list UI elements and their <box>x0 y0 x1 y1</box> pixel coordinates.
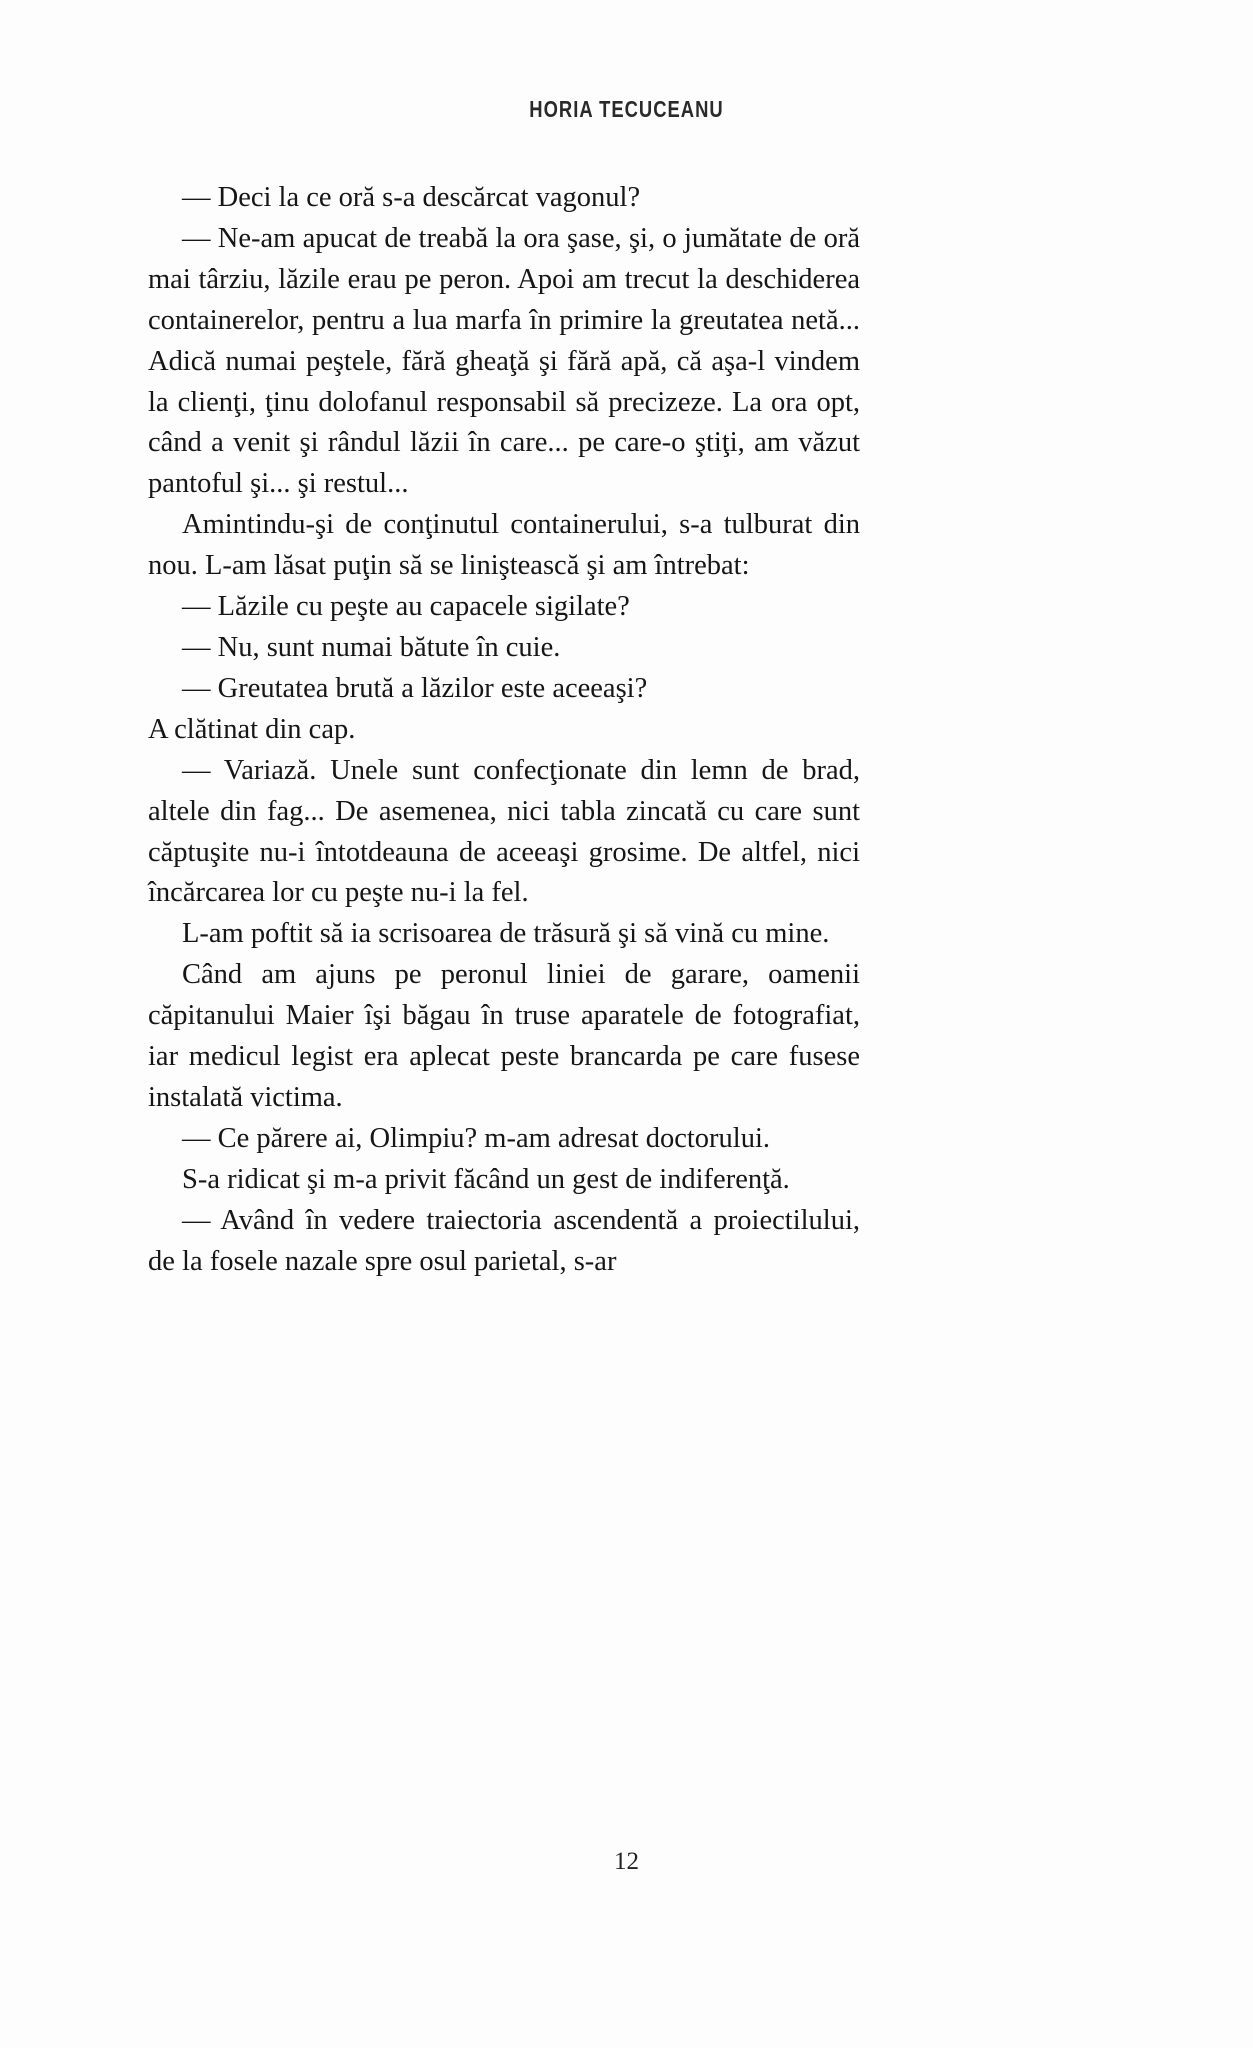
body-text-block <box>148 178 860 1282</box>
paragraph-dialogue: — Având în vedere traiectoria ascendentă a proiectilului, de la fosele nazale spre osul parietal, s-ar <box>148 1204 860 1277</box>
paragraph-dialogue: — Greutatea brută a lăzilor este aceeaşi? <box>182 672 648 704</box>
running-head-author: HORIA TECUCEANU <box>529 96 724 122</box>
paragraph-narrative: Amintindu-şi de conţinutul containerului, s-a tulburat din nou. L-am lăsat puţin să se liniştească şi am întrebat: <box>148 509 860 582</box>
paragraph-narrative: A clătinat din cap. <box>148 713 356 745</box>
paragraph-dialogue: — Variază. Unele sunt confecţionate din lemn de brad, altele din fag... De asemenea, nici tabla zincată cu care sunt căptuşite nu-i întotdeauna de aceeaşi grosime. De altfel, nici încărcarea lor cu peşte nu-i la fel. <box>148 754 860 909</box>
paragraph-narrative: Când am ajuns pe peronul liniei de garare, oamenii căpitanului Maier îşi băgau în truse aparatele de fotografiat, iar medicul legist era aplecat peste brancarda pe care fusese instalată victima. <box>148 959 860 1113</box>
paragraph-dialogue: — Nu, sunt numai bătute în cuie. <box>182 631 561 663</box>
paragraph-dialogue: — Ne-am apucat de treabă la ora şase, şi, o jumătate de oră mai târziu, lăzile erau pe peron. Apoi am trecut la deschiderea containerelor, pentru a lua marfa în primire la greutatea netă... Adică numai peştele, fără gheaţă şi fără apă, că aşa-l vindem la clienţi, ţinu dolofanul responsabil să precizeze. La ora opt, când a venit şi rândul lăzii în care... pe care-o ştiţi, am văzut pantoful şi... şi restul... <box>148 222 860 500</box>
paragraph-dialogue: — Deci la ce oră s-a descărcat vagonul? <box>182 182 641 213</box>
page-number: 12 <box>614 1848 639 1875</box>
paragraph-dialogue: — Lăzile cu peşte au capacele sigilate? <box>182 591 630 623</box>
paragraph-narrative: S-a ridicat şi m-a privit făcând un gest de indiferenţă. <box>182 1163 790 1195</box>
paragraph-narrative: L-am poftit să ia scrisoarea de trăsură şi să vină cu mine. <box>182 918 830 950</box>
paragraph-dialogue: — Ce părere ai, Olimpiu? m-am adresat doctorului. <box>182 1122 771 1154</box>
